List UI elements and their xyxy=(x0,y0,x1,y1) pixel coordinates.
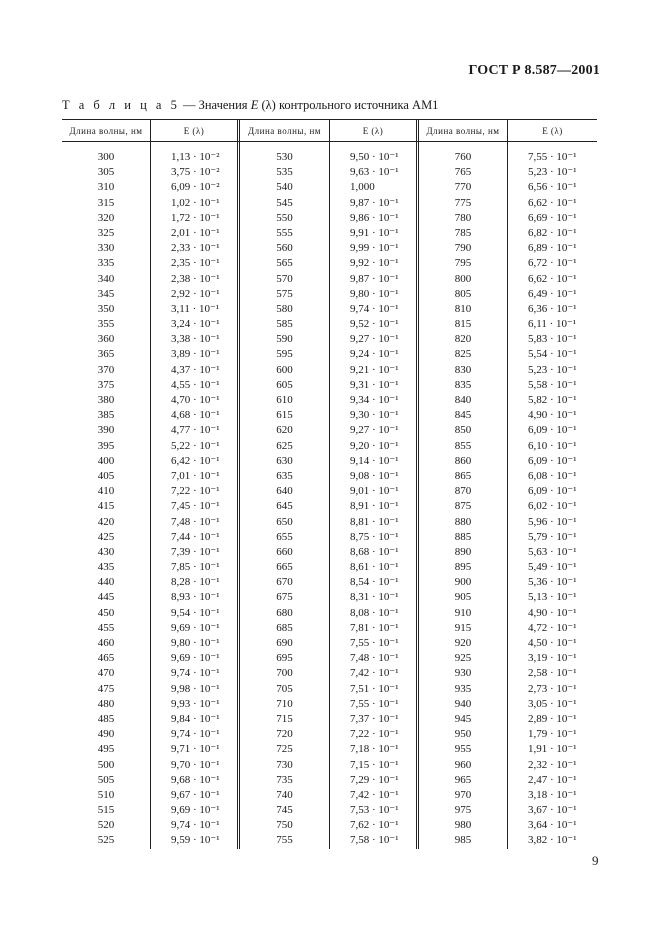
e-lambda-cell: 7,39 · 10⁻¹ xyxy=(171,545,220,558)
wavelength-cell: 660 xyxy=(276,545,293,558)
wavelength-cell: 560 xyxy=(276,242,293,255)
wavelength-cell: 490 xyxy=(97,728,115,741)
e-lambda-cell: 2,38 · 10⁻¹ xyxy=(171,272,220,285)
wavelength-cell: 670 xyxy=(276,576,293,589)
wavelength-cell: 970 xyxy=(454,788,472,801)
e-lambda-cell: 9,98 · 10⁻¹ xyxy=(171,682,220,695)
e-lambda-cell: 2,92 · 10⁻¹ xyxy=(171,287,220,300)
wavelength-cell: 605 xyxy=(276,378,293,391)
wavelength-cell: 610 xyxy=(276,394,293,406)
e-lambda-cell: 5,23 · 10⁻¹ xyxy=(528,363,577,376)
e-lambda-cell: 7,01 · 10⁻¹ xyxy=(171,469,220,482)
e-lambda-cell: 9,67 · 10⁻¹ xyxy=(171,788,220,801)
e-lambda-cell: 8,61 · 10⁻¹ xyxy=(350,561,399,574)
e-lambda-cell: 4,90 · 10⁻¹ xyxy=(528,409,577,422)
header-wavelength-3: Длина волны, нм xyxy=(419,120,508,141)
e-lambda-cell: 9,30 · 10⁻¹ xyxy=(350,409,399,422)
wavelength-cell: 470 xyxy=(97,667,115,680)
caption-rest: (λ) контрольного источника АМ1 xyxy=(258,98,439,112)
e-lambda-cell: 9,80 · 10⁻¹ xyxy=(350,287,399,300)
wavelength-cell: 435 xyxy=(97,561,115,574)
e-lambda-cell: 8,91 · 10⁻¹ xyxy=(350,500,399,513)
wavelength-cell: 395 xyxy=(97,439,115,452)
e-lambda-cell: 8,81 · 10⁻¹ xyxy=(350,515,399,528)
wavelength-cell: 305 xyxy=(97,166,115,179)
e-lambda-cell: 3,11 · 10⁻¹ xyxy=(171,302,220,315)
e-lambda-cell: 9,21 · 10⁻¹ xyxy=(350,363,399,376)
wavelength-cell: 965 xyxy=(454,773,472,786)
e-lambda-cell: 2,47 · 10⁻¹ xyxy=(528,773,577,786)
wavelength-cell: 785 xyxy=(454,226,472,239)
wavelength-cell: 445 xyxy=(97,591,115,604)
wavelength-cell: 900 xyxy=(454,576,472,589)
wavelength-cell: 450 xyxy=(97,606,115,619)
e-lambda-cell: 6,09 · 10⁻¹ xyxy=(528,424,577,437)
wavelength-cell: 750 xyxy=(276,819,293,832)
page-number: 9 xyxy=(592,853,599,868)
caption-prefix: Т а б л и ц а 5 xyxy=(62,98,180,112)
wavelength-cell: 350 xyxy=(97,302,115,315)
wavelength-cell: 635 xyxy=(276,469,293,482)
wavelength-cell: 935 xyxy=(454,682,472,695)
wavelength-cell: 555 xyxy=(276,226,293,239)
wavelength-cell: 415 xyxy=(97,500,115,513)
e-lambda-cell: 6,42 · 10⁻¹ xyxy=(171,454,220,467)
e-lambda-cell: 9,74 · 10⁻¹ xyxy=(171,728,220,741)
wavelength-cell: 830 xyxy=(454,363,472,376)
e-lambda-cell: 9,74 · 10⁻¹ xyxy=(350,302,399,315)
wavelength-cell: 795 xyxy=(454,257,472,270)
wavelength-cell: 625 xyxy=(276,439,293,452)
e-lambda-cell: 2,01 · 10⁻¹ xyxy=(171,226,220,239)
wavelength-cell: 960 xyxy=(454,758,472,771)
wavelength-cell: 850 xyxy=(454,424,472,437)
wavelength-cell: 845 xyxy=(454,409,472,422)
wavelength-cell: 950 xyxy=(454,728,472,741)
wavelength-cell: 590 xyxy=(276,333,293,346)
e-lambda-cell: 1,79 · 10⁻¹ xyxy=(528,728,577,741)
e-lambda-column-1 xyxy=(151,142,240,849)
wavelength-cell: 980 xyxy=(454,819,472,832)
e-lambda-cell: 6,09 · 10⁻¹ xyxy=(528,454,577,467)
wavelength-cell: 345 xyxy=(97,287,115,300)
e-lambda-cell: 6,08 · 10⁻¹ xyxy=(528,469,577,482)
wavelength-cell: 945 xyxy=(454,712,472,725)
e-lambda-cell: 5,54 · 10⁻¹ xyxy=(528,348,577,361)
wavelength-cell: 745 xyxy=(276,804,293,817)
wavelength-cell: 595 xyxy=(276,348,293,361)
wavelength-cell: 365 xyxy=(97,348,115,361)
document-code: ГОСТ Р 8.587—2001 xyxy=(468,63,600,78)
wavelength-cell: 480 xyxy=(97,697,115,710)
e-lambda-cell: 7,48 · 10⁻¹ xyxy=(171,515,220,528)
e-lambda-cell: 4,68 · 10⁻¹ xyxy=(171,409,220,422)
wavelength-cell: 780 xyxy=(454,211,472,224)
wavelength-cell: 885 xyxy=(454,530,472,543)
wavelength-cell: 740 xyxy=(276,788,293,801)
e-lambda-cell: 5,83 · 10⁻¹ xyxy=(528,333,577,346)
e-lambda-cell: 7,22 · 10⁻¹ xyxy=(171,485,220,498)
wavelength-cell: 510 xyxy=(97,788,115,801)
e-lambda-cell: 7,22 · 10⁻¹ xyxy=(350,728,399,741)
data-table xyxy=(62,119,597,847)
e-lambda-cell: 7,42 · 10⁻¹ xyxy=(350,788,399,801)
e-lambda-cell: 9,50 · 10⁻¹ xyxy=(350,151,399,163)
wavelength-cell: 700 xyxy=(276,667,293,680)
e-lambda-cell: 9,34 · 10⁻¹ xyxy=(350,394,399,406)
e-lambda-cell: 4,50 · 10⁻¹ xyxy=(528,637,577,649)
e-lambda-cell: 5,22 · 10⁻¹ xyxy=(171,439,220,452)
wavelength-cell: 340 xyxy=(97,272,115,285)
e-lambda-cell: 9,74 · 10⁻¹ xyxy=(171,819,220,832)
wavelength-cell: 540 xyxy=(276,181,293,194)
e-lambda-cell: 8,68 · 10⁻¹ xyxy=(350,545,399,558)
wavelength-cell: 910 xyxy=(454,606,472,619)
e-lambda-cell: 6,62 · 10⁻¹ xyxy=(528,196,577,209)
wavelength-cell: 500 xyxy=(97,758,115,771)
e-lambda-cell: 7,81 · 10⁻¹ xyxy=(350,621,399,634)
e-lambda-cell: 9,84 · 10⁻¹ xyxy=(171,712,220,725)
e-lambda-cell: 8,08 · 10⁻¹ xyxy=(350,606,399,619)
wavelength-cell: 690 xyxy=(276,637,293,649)
e-lambda-cell: 2,73 · 10⁻¹ xyxy=(528,682,577,695)
wavelength-cell: 375 xyxy=(97,378,115,391)
e-lambda-cell: 6,36 · 10⁻¹ xyxy=(528,302,577,315)
e-lambda-cell: 3,38 · 10⁻¹ xyxy=(171,333,220,346)
wavelength-cell: 810 xyxy=(454,302,472,315)
e-lambda-cell: 6,72 · 10⁻¹ xyxy=(528,257,577,270)
wavelength-cell: 570 xyxy=(276,272,293,285)
e-lambda-cell: 9,80 · 10⁻¹ xyxy=(171,637,220,649)
e-lambda-cell: 3,24 · 10⁻¹ xyxy=(171,318,220,331)
wavelength-cell: 915 xyxy=(454,621,472,634)
wavelength-cell: 420 xyxy=(97,515,115,528)
e-lambda-cell: 6,56 · 10⁻¹ xyxy=(528,181,577,194)
e-lambda-cell: 3,89 · 10⁻¹ xyxy=(171,348,220,361)
wavelength-cell: 400 xyxy=(97,454,115,467)
wavelength-cell: 580 xyxy=(276,302,293,315)
e-lambda-cell: 7,37 · 10⁻¹ xyxy=(350,712,399,725)
e-lambda-cell: 1,02 · 10⁻¹ xyxy=(171,196,220,209)
wavelength-cell: 905 xyxy=(454,591,472,604)
wavelength-cell: 655 xyxy=(276,530,293,543)
wavelength-cell: 455 xyxy=(97,621,115,634)
e-lambda-cell: 4,77 · 10⁻¹ xyxy=(171,424,220,437)
wavelength-cell: 800 xyxy=(454,272,472,285)
header-wavelength-2: Длина волны, нм xyxy=(240,120,330,141)
e-lambda-cell: 7,53 · 10⁻¹ xyxy=(350,804,399,817)
e-lambda-cell: 9,24 · 10⁻¹ xyxy=(350,348,399,361)
wavelength-cell: 870 xyxy=(454,485,472,498)
wavelength-cell: 975 xyxy=(454,804,472,817)
e-lambda-cell: 3,64 · 10⁻¹ xyxy=(528,819,577,832)
e-lambda-cell: 6,49 · 10⁻¹ xyxy=(528,287,577,300)
e-lambda-cell: 9,27 · 10⁻¹ xyxy=(350,424,399,437)
e-lambda-cell: 5,79 · 10⁻¹ xyxy=(528,530,577,543)
header-e-lambda-1: E (λ) xyxy=(151,120,240,141)
wavelength-cell: 630 xyxy=(276,454,293,467)
e-lambda-cell: 9,14 · 10⁻¹ xyxy=(350,454,399,467)
wavelength-cell: 735 xyxy=(276,773,293,786)
wavelength-cell: 940 xyxy=(454,697,472,710)
wavelength-cell: 770 xyxy=(454,181,472,194)
e-lambda-cell: 5,49 · 10⁻¹ xyxy=(528,561,577,574)
header-wavelength-1: Длина волны, нм xyxy=(62,120,151,141)
e-lambda-cell: 6,62 · 10⁻¹ xyxy=(528,272,577,285)
wavelength-cell: 820 xyxy=(454,333,472,346)
e-lambda-cell: 4,72 · 10⁻¹ xyxy=(528,621,577,634)
wavelength-cell: 650 xyxy=(276,515,293,528)
wavelength-cell: 765 xyxy=(454,166,472,179)
wavelength-cell: 925 xyxy=(454,652,472,665)
e-lambda-cell: 1,72 · 10⁻¹ xyxy=(171,211,220,224)
wavelength-cell: 410 xyxy=(97,485,115,498)
wavelength-cell: 715 xyxy=(276,712,293,725)
wavelength-cell: 475 xyxy=(97,682,115,695)
e-lambda-cell: 6,09 · 10⁻¹ xyxy=(528,485,577,498)
e-lambda-cell: 5,13 · 10⁻¹ xyxy=(528,591,577,604)
e-lambda-cell: 7,44 · 10⁻¹ xyxy=(171,530,220,543)
e-lambda-cell: 5,23 · 10⁻¹ xyxy=(528,166,577,179)
wavelength-cell: 855 xyxy=(454,439,472,452)
wavelength-cell: 460 xyxy=(97,637,115,649)
wavelength-cell: 930 xyxy=(454,667,472,680)
e-lambda-cell: 6,11 · 10⁻¹ xyxy=(528,318,577,331)
e-lambda-column-2 xyxy=(330,142,419,849)
e-lambda-cell: 1,91 · 10⁻¹ xyxy=(528,743,577,756)
e-lambda-column-3 xyxy=(508,142,597,849)
wavelength-cell: 535 xyxy=(276,166,293,179)
wavelength-cell: 515 xyxy=(97,804,115,817)
wavelength-cell: 790 xyxy=(454,242,472,255)
e-lambda-cell: 5,63 · 10⁻¹ xyxy=(528,545,577,558)
e-lambda-cell: 9,59 · 10⁻¹ xyxy=(171,834,220,847)
e-lambda-cell: 7,29 · 10⁻¹ xyxy=(350,773,399,786)
e-lambda-cell: 1,13 · 10⁻² xyxy=(171,151,220,163)
e-lambda-cell: 4,70 · 10⁻¹ xyxy=(171,394,220,406)
e-lambda-cell: 8,54 · 10⁻¹ xyxy=(350,576,399,589)
wavelength-cell: 680 xyxy=(276,606,293,619)
e-lambda-cell: 9,86 · 10⁻¹ xyxy=(350,211,399,224)
e-lambda-cell: 4,55 · 10⁻¹ xyxy=(171,378,220,391)
e-lambda-cell: 2,32 · 10⁻¹ xyxy=(528,758,577,771)
wavelength-cell: 760 xyxy=(454,151,472,163)
e-lambda-cell: 7,45 · 10⁻¹ xyxy=(171,500,220,513)
e-lambda-cell: 5,58 · 10⁻¹ xyxy=(528,378,577,391)
wavelength-column-1 xyxy=(62,142,151,849)
wavelength-column-2 xyxy=(240,142,330,849)
e-lambda-cell: 6,82 · 10⁻¹ xyxy=(528,226,577,239)
e-lambda-cell: 8,75 · 10⁻¹ xyxy=(350,530,399,543)
e-lambda-cell: 9,68 · 10⁻¹ xyxy=(171,773,220,786)
e-lambda-cell: 9,87 · 10⁻¹ xyxy=(350,196,399,209)
e-lambda-cell: 9,52 · 10⁻¹ xyxy=(350,318,399,331)
e-lambda-cell: 9,87 · 10⁻¹ xyxy=(350,272,399,285)
wavelength-cell: 665 xyxy=(276,561,293,574)
e-lambda-cell: 6,69 · 10⁻¹ xyxy=(528,211,577,224)
wavelength-cell: 520 xyxy=(97,819,115,832)
wavelength-cell: 360 xyxy=(97,333,115,346)
wavelength-cell: 615 xyxy=(276,409,293,422)
wavelength-cell: 620 xyxy=(276,424,293,437)
wavelength-cell: 430 xyxy=(97,545,115,558)
e-lambda-cell: 7,55 · 10⁻¹ xyxy=(350,697,399,710)
wavelength-cell: 895 xyxy=(454,561,472,574)
wavelength-cell: 775 xyxy=(454,196,472,209)
wavelength-cell: 725 xyxy=(276,743,293,756)
wavelength-cell: 920 xyxy=(454,637,472,649)
wavelength-cell: 505 xyxy=(97,773,115,786)
e-lambda-cell: 3,82 · 10⁻¹ xyxy=(528,834,577,847)
e-lambda-cell: 2,89 · 10⁻¹ xyxy=(528,712,577,725)
wavelength-cell: 440 xyxy=(97,576,115,589)
e-lambda-cell: 2,58 · 10⁻¹ xyxy=(528,667,577,680)
e-lambda-cell: 2,35 · 10⁻¹ xyxy=(171,257,220,270)
e-lambda-cell: 6,02 · 10⁻¹ xyxy=(528,500,577,513)
wavelength-cell: 300 xyxy=(97,151,115,163)
e-lambda-cell: 9,63 · 10⁻¹ xyxy=(350,166,399,179)
e-lambda-cell: 8,93 · 10⁻¹ xyxy=(171,591,220,604)
wavelength-cell: 335 xyxy=(97,257,115,270)
table-header-row xyxy=(62,119,597,142)
wavelength-cell: 380 xyxy=(97,394,115,406)
wavelength-cell: 675 xyxy=(276,591,293,604)
e-lambda-cell: 8,31 · 10⁻¹ xyxy=(350,591,399,604)
e-lambda-cell: 7,42 · 10⁻¹ xyxy=(350,667,399,680)
e-lambda-cell: 9,31 · 10⁻¹ xyxy=(350,378,399,391)
e-lambda-cell: 7,55 · 10⁻¹ xyxy=(528,151,577,163)
wavelength-cell: 875 xyxy=(454,500,472,513)
header-e-lambda-3: E (λ) xyxy=(542,125,563,136)
e-lambda-cell: 9,20 · 10⁻¹ xyxy=(350,439,399,452)
e-lambda-cell: 3,05 · 10⁻¹ xyxy=(528,697,577,710)
e-lambda-cell: 9,08 · 10⁻¹ xyxy=(350,469,399,482)
wavelength-cell: 355 xyxy=(97,318,115,331)
e-lambda-cell: 9,69 · 10⁻¹ xyxy=(171,652,220,665)
e-lambda-cell: 8,28 · 10⁻¹ xyxy=(171,576,220,589)
e-lambda-cell: 1,000 xyxy=(350,181,375,194)
caption-dash: — Значения xyxy=(179,98,251,112)
wavelength-cell: 575 xyxy=(276,287,293,300)
wavelength-cell: 865 xyxy=(454,469,472,482)
wavelength-cell: 425 xyxy=(97,530,115,543)
wavelength-cell: 565 xyxy=(276,257,293,270)
wavelength-cell: 645 xyxy=(276,500,293,513)
e-lambda-cell: 9,91 · 10⁻¹ xyxy=(350,226,399,239)
e-lambda-cell: 7,51 · 10⁻¹ xyxy=(350,682,399,695)
wavelength-cell: 890 xyxy=(454,545,472,558)
wavelength-cell: 805 xyxy=(454,287,472,300)
e-lambda-cell: 9,69 · 10⁻¹ xyxy=(171,621,220,634)
header-e-lambda-2: E (λ) xyxy=(330,120,419,141)
e-lambda-cell: 7,48 · 10⁻¹ xyxy=(350,652,399,665)
e-lambda-cell: 9,74 · 10⁻¹ xyxy=(171,667,220,680)
caption-symbol: E xyxy=(250,98,259,112)
e-lambda-cell: 9,93 · 10⁻¹ xyxy=(171,697,220,710)
wavelength-cell: 550 xyxy=(276,211,293,224)
wavelength-cell: 705 xyxy=(276,682,293,695)
e-lambda-cell: 9,01 · 10⁻¹ xyxy=(350,485,399,498)
e-lambda-cell: 4,90 · 10⁻¹ xyxy=(528,606,577,619)
wavelength-cell: 815 xyxy=(454,318,472,331)
e-lambda-cell: 3,67 · 10⁻¹ xyxy=(528,804,577,817)
wavelength-cell: 720 xyxy=(276,728,293,741)
e-lambda-cell: 7,85 · 10⁻¹ xyxy=(171,561,220,574)
wavelength-cell: 465 xyxy=(97,652,115,665)
e-lambda-cell: 6,89 · 10⁻¹ xyxy=(528,242,577,255)
e-lambda-cell: 9,70 · 10⁻¹ xyxy=(171,758,220,771)
table-body xyxy=(62,142,597,847)
wavelength-cell: 585 xyxy=(276,318,293,331)
wavelength-cell: 315 xyxy=(97,196,115,209)
wavelength-cell: 310 xyxy=(97,181,115,194)
wavelength-cell: 685 xyxy=(276,621,293,634)
wavelength-cell: 330 xyxy=(97,242,115,255)
e-lambda-cell: 7,62 · 10⁻¹ xyxy=(350,819,399,832)
e-lambda-cell: 3,18 · 10⁻¹ xyxy=(528,788,577,801)
wavelength-cell: 325 xyxy=(97,226,115,239)
e-lambda-cell: 7,18 · 10⁻¹ xyxy=(350,743,399,756)
e-lambda-cell: 9,54 · 10⁻¹ xyxy=(171,606,220,619)
wavelength-cell: 405 xyxy=(97,469,115,482)
e-lambda-cell: 4,37 · 10⁻¹ xyxy=(171,363,220,376)
wavelength-cell: 860 xyxy=(454,454,472,467)
e-lambda-cell: 7,15 · 10⁻¹ xyxy=(350,758,399,771)
e-lambda-cell: 6,10 · 10⁻¹ xyxy=(528,439,577,452)
wavelength-cell: 545 xyxy=(276,196,293,209)
wavelength-cell: 370 xyxy=(97,363,115,376)
wavelength-cell: 755 xyxy=(276,834,293,847)
e-lambda-cell: 9,92 · 10⁻¹ xyxy=(350,257,399,270)
wavelength-cell: 640 xyxy=(276,485,293,498)
wavelength-cell: 485 xyxy=(97,712,115,725)
wavelength-cell: 825 xyxy=(454,348,472,361)
wavelength-cell: 955 xyxy=(454,743,472,756)
wavelength-cell: 840 xyxy=(454,394,472,406)
wavelength-cell: 600 xyxy=(276,363,293,376)
wavelength-cell: 530 xyxy=(276,151,293,163)
e-lambda-cell: 9,71 · 10⁻¹ xyxy=(171,743,220,756)
wavelength-cell: 880 xyxy=(454,515,472,528)
wavelength-column-3 xyxy=(419,142,508,849)
e-lambda-cell: 5,96 · 10⁻¹ xyxy=(528,515,577,528)
wavelength-cell: 835 xyxy=(454,378,472,391)
table-caption xyxy=(62,98,438,113)
wavelength-cell: 390 xyxy=(97,424,115,437)
wavelength-cell: 695 xyxy=(276,652,293,665)
e-lambda-cell: 3,75 · 10⁻² xyxy=(171,166,220,179)
e-lambda-cell: 3,19 · 10⁻¹ xyxy=(528,652,577,665)
wavelength-cell: 320 xyxy=(97,211,115,224)
e-lambda-cell: 9,69 · 10⁻¹ xyxy=(171,804,220,817)
wavelength-cell: 710 xyxy=(276,697,293,710)
wavelength-cell: 730 xyxy=(276,758,293,771)
e-lambda-cell: 2,33 · 10⁻¹ xyxy=(171,242,220,255)
e-lambda-cell: 5,36 · 10⁻¹ xyxy=(528,576,577,589)
e-lambda-cell: 9,99 · 10⁻¹ xyxy=(350,242,399,255)
wavelength-cell: 385 xyxy=(97,409,115,422)
e-lambda-cell: 5,82 · 10⁻¹ xyxy=(528,394,577,406)
wavelength-cell: 495 xyxy=(97,743,115,756)
e-lambda-cell: 7,58 · 10⁻¹ xyxy=(350,834,399,847)
e-lambda-cell: 9,27 · 10⁻¹ xyxy=(350,333,399,346)
wavelength-cell: 525 xyxy=(97,834,115,847)
wavelength-cell: 985 xyxy=(454,834,472,847)
e-lambda-cell: 7,55 · 10⁻¹ xyxy=(350,637,399,649)
e-lambda-cell: 6,09 · 10⁻² xyxy=(171,181,220,194)
